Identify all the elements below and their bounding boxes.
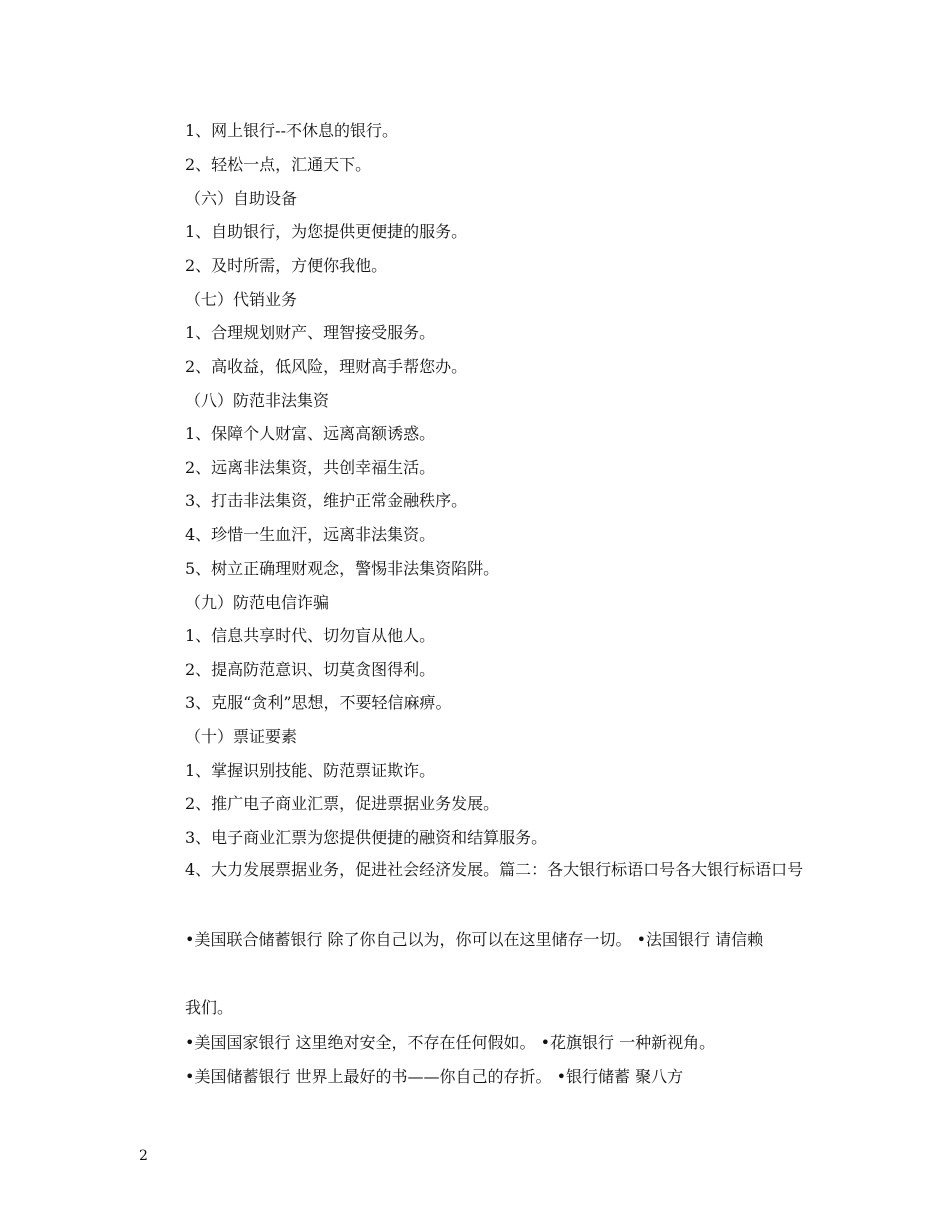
bullet-paragraph-1: •美国联合储蓄银行 除了你自己以为，你可以在这里储存一切。 •法国银行 请信赖 xyxy=(185,930,764,949)
bullet-paragraph-2: •美国国家银行 这里绝对安全，不存在任何假如。 •花旗银行 一种新视角。 xyxy=(185,1033,716,1052)
text-line-6: 2、高收益，低风险，理财高手帮您办。 xyxy=(185,357,468,376)
text-line-15: 1、掌握识别技能、防范票证欺诈。 xyxy=(185,761,436,780)
text-line-9: 3、打击非法集资，维护正常金融秩序。 xyxy=(185,491,468,510)
text-line-14: 3、克服“贪利”思想，不要轻信麻痹。 xyxy=(185,693,452,712)
section-heading-8: （八）防范非法集资 xyxy=(185,391,330,410)
text-line-16: 2、推广电子商业汇票，促进票据业务发展。 xyxy=(185,794,500,813)
text-line-11: 5、树立正确理财观念，警惕非法集资陷阱。 xyxy=(185,559,500,578)
text-line-10: 4、珍惜一生血汗，远离非法集资。 xyxy=(185,525,436,544)
text-line-17: 3、电子商业汇票为您提供便捷的融资和结算服务。 xyxy=(185,828,548,847)
section-heading-9: （九）防范电信诈骗 xyxy=(185,593,330,612)
text-line-3: 1、自助银行，为您提供更便捷的服务。 xyxy=(185,222,468,241)
text-line-1: 1、网上银行--不休息的银行。 xyxy=(185,121,398,140)
paragraph-wrapped: 4、大力发展票据业务，促进社会经济发展。篇二：各大银行标语口号各大银行标语口号 xyxy=(185,860,804,879)
text-line-5: 1、合理规划财产、理智接受服务。 xyxy=(185,323,436,342)
bullet-paragraph-3: •美国储蓄银行 世界上最好的书——你自己的存折。 •银行储蓄 聚八方 xyxy=(185,1067,684,1086)
text-line-2: 2、轻松一点，汇通天下。 xyxy=(185,155,372,174)
text-line-8: 2、远离非法集资，共创幸福生活。 xyxy=(185,458,436,477)
text-line-12: 1、信息共享时代、切勿盲从他人。 xyxy=(185,626,436,645)
text-line-13: 2、提高防范意识、切莫贪图得利。 xyxy=(185,660,436,679)
text-line-4: 2、及时所需，方便你我他。 xyxy=(185,256,388,275)
section-heading-6: （六）自助设备 xyxy=(185,189,298,208)
text-line-7: 1、保障个人财富、远离高额诱惑。 xyxy=(185,424,436,443)
bullet-paragraph-1-continued: 我们。 xyxy=(185,998,234,1017)
page-number: 2 xyxy=(139,1148,148,1164)
section-heading-10: （十）票证要素 xyxy=(185,727,298,746)
section-heading-7: （七）代销业务 xyxy=(185,290,298,309)
